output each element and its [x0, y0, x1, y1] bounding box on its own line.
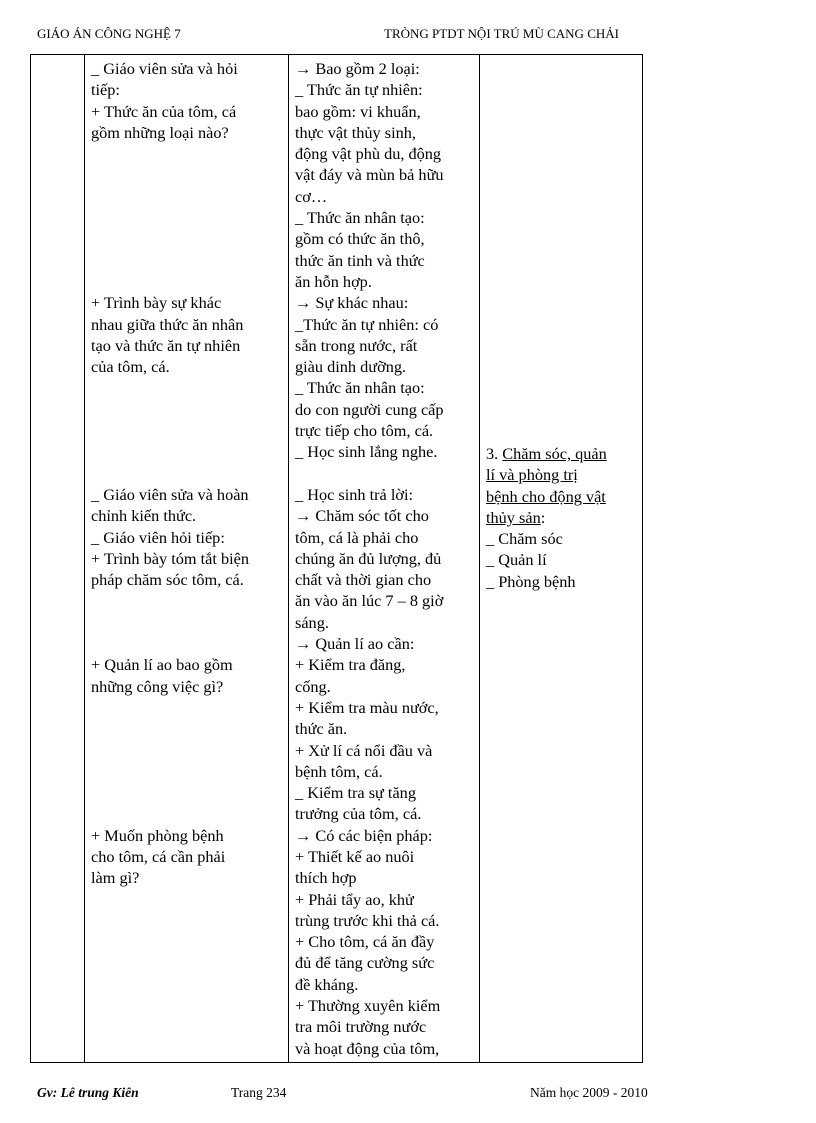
text-line: tiếp:	[91, 80, 120, 100]
text-line: cống.	[295, 676, 331, 696]
text-line: và hoạt động của tôm,	[295, 1038, 440, 1058]
section-heading-line: thủy sản	[486, 507, 541, 527]
text-line: _ Thức ăn nhân tạo:	[295, 378, 425, 398]
text-line: chúng ăn đủ lượng, đủ	[295, 548, 442, 568]
text-line: thích hợp	[295, 868, 357, 888]
text-line: trùng trước khi thả cá.	[295, 910, 440, 930]
text-line	[91, 612, 282, 633]
header-subject: GIÁO ÁN CÔNG NGHỆ 7	[37, 26, 181, 41]
text-line	[91, 803, 282, 824]
text-line	[91, 186, 282, 207]
text-line	[91, 164, 282, 185]
text-line	[91, 271, 282, 292]
text-line: thức ăn tinh và thức	[295, 250, 425, 270]
text-line	[91, 441, 282, 462]
text-line: gồm những loại nào?	[91, 122, 229, 142]
teacher-activity-cell	[85, 55, 289, 1063]
text-line: gồm có thức ăn thô,	[295, 229, 425, 249]
content-item: _ Phòng bệnh	[486, 571, 576, 591]
text-line	[91, 143, 282, 164]
text-line	[295, 463, 473, 484]
text-line	[91, 782, 282, 803]
text-line: thức ăn.	[295, 719, 348, 739]
section-heading-line: Chăm sóc, quản	[502, 444, 607, 463]
lesson-table	[30, 54, 643, 1063]
text-line: đề kháng.	[295, 974, 359, 994]
text-line: chất và thời gian cho	[295, 570, 432, 590]
text-line: _ Thức ăn tự nhiên:	[295, 80, 423, 100]
text-line	[91, 463, 282, 484]
text-line: + Thiết kế ao nuôi	[295, 846, 415, 866]
text-line: bao gồm: vi khuẩn,	[295, 101, 421, 121]
text-line	[91, 590, 282, 611]
text-line: đủ để tăng cường sức	[295, 953, 435, 973]
text-line: làm gì?	[91, 868, 140, 888]
text-line: sáng.	[295, 612, 329, 632]
text-line: + Kiểm tra đăng,	[295, 655, 406, 675]
content-item: _ Quản lí	[486, 550, 547, 570]
text-line: của tôm, cá.	[91, 357, 170, 377]
text-line: _ Kiểm tra sự tăng	[295, 783, 416, 803]
text-line: bệnh tôm, cá.	[295, 761, 383, 781]
text-line: _ Giáo viên hỏi tiếp:	[91, 527, 225, 547]
text-line	[91, 761, 282, 782]
text-line: → Sự khác nhau:	[295, 293, 409, 313]
text-line: + Cho tôm, cá ăn đầy	[295, 932, 435, 952]
text-line: do con người cung cấp	[295, 399, 444, 419]
text-line: + Xử lí cá nổi đầu và	[295, 740, 433, 760]
text-line: cho tôm, cá cần phải	[91, 846, 226, 866]
text-line: + Phải tẩy ao, khử	[295, 889, 414, 909]
text-line: → Có các biện pháp:	[295, 825, 433, 845]
section-heading-line: bệnh cho động vật	[486, 486, 606, 506]
text-line: → Chăm sóc tốt cho	[295, 506, 429, 526]
text-line: + Trình bày tóm tắt biện	[91, 548, 249, 568]
text-line: _ Học sinh trả lời:	[295, 484, 414, 504]
footer-page: Trang 234	[231, 1085, 287, 1100]
section-heading-colon: :	[540, 507, 546, 527]
text-line: cơ…	[295, 186, 328, 206]
text-line: những công việc gì?	[91, 676, 224, 696]
section-number: 3.	[486, 444, 503, 463]
text-line: tôm, cá là phải cho	[295, 527, 419, 547]
text-line: → Quản lí ao cần:	[295, 634, 415, 654]
text-line: sẵn trong nước, rất	[295, 335, 418, 355]
footer-teacher: Gv: Lê trung Kiên	[37, 1085, 139, 1100]
text-line: _ Học sinh lắng nghe.	[295, 442, 438, 462]
text-line: _Thức ăn tự nhiên: có	[295, 314, 439, 334]
text-line: trực tiếp cho tôm, cá.	[295, 421, 434, 441]
content-item: _ Chăm sóc	[486, 529, 563, 549]
text-line: nhau giữa thức ăn nhân	[91, 314, 244, 334]
text-line: → Bao gồm 2 loại:	[295, 59, 420, 78]
text-line: + Thức ăn của tôm, cá	[91, 101, 237, 121]
text-line	[91, 377, 282, 398]
student-activity-cell	[289, 55, 480, 1063]
section-heading-line: lí và phòng trị	[486, 465, 578, 485]
text-line: _ Giáo viên sửa và hoàn	[91, 484, 249, 504]
text-line	[91, 697, 282, 718]
header-school: TRÒNG PTDT NỘI TRÚ MÙ CANG CHẢI	[384, 26, 619, 41]
text-line: + Quản lí ao bao gồm	[91, 655, 233, 675]
text-line: vật đáy và mùn bả hữu	[295, 165, 444, 185]
text-line: chỉnh kiến thức.	[91, 506, 197, 526]
text-line: tra môi trường nước	[295, 1017, 427, 1037]
text-line: + Kiểm tra màu nước,	[295, 697, 439, 717]
text-line	[91, 250, 282, 271]
text-line: trưởng của tôm, cá.	[295, 804, 422, 824]
content-cell	[480, 55, 643, 1063]
text-line: + Muốn phòng bệnh	[91, 825, 224, 845]
text-line	[91, 633, 282, 654]
text-line	[91, 718, 282, 739]
text-line: + Thường xuyên kiểm	[295, 996, 441, 1016]
text-line: _ Thức ăn nhân tạo:	[295, 208, 425, 228]
footer-year: Năm học 2009 - 2010	[530, 1085, 648, 1100]
text-line: ăn hỗn hợp.	[295, 271, 372, 291]
text-line	[91, 207, 282, 228]
text-line: động vật phù du, động	[295, 144, 442, 164]
text-line	[91, 399, 282, 420]
text-line	[91, 420, 282, 441]
text-line	[91, 228, 282, 249]
text-line: giàu dinh dưỡng.	[295, 357, 407, 377]
text-line	[91, 740, 282, 761]
text-line: thực vật thủy sinh,	[295, 122, 416, 142]
text-line: _ Giáo viên sửa và hỏi	[91, 59, 238, 78]
text-line: pháp chăm sóc tôm, cá.	[91, 570, 244, 590]
text-line: tạo và thức ăn tự nhiên	[91, 335, 241, 355]
text-line: ăn vào ăn lúc 7 – 8 giờ	[295, 591, 444, 611]
text-line: + Trình bày sự khác	[91, 293, 222, 313]
empty-column	[31, 55, 85, 1063]
